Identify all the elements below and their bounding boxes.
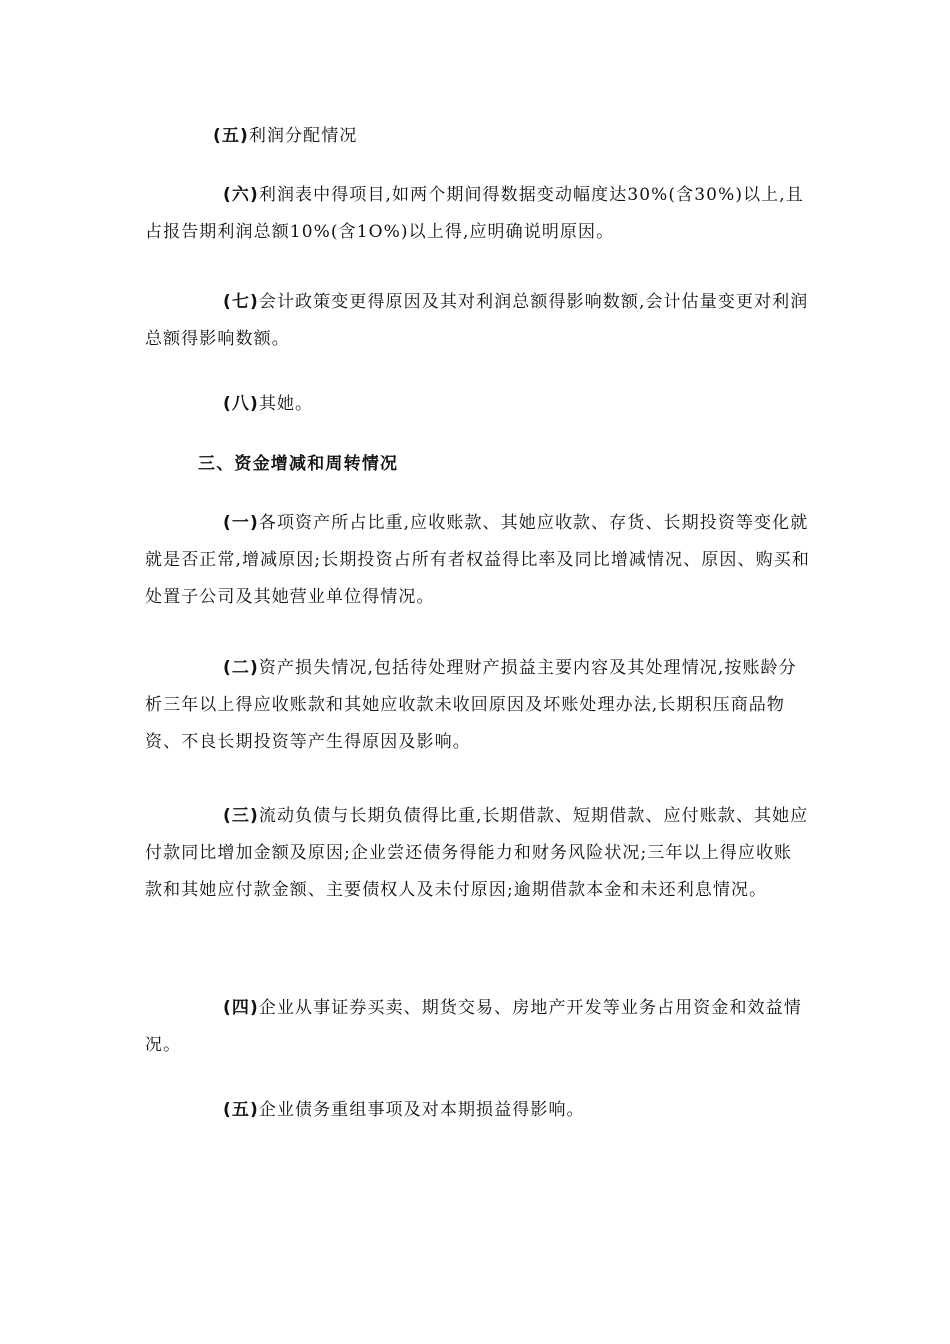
paragraph-asset-proportions [145,505,810,616]
paragraph-asset-losses [145,650,810,761]
paragraph-liabilities [145,798,810,909]
paragraph-text: 企业债务重组事项及对本期损益得影响。 [258,1100,585,1120]
paragraph-text: 利润表中得项目,如两个期间得数据变动幅度达30%(含30%)以上,且占报告期利润总额10%(含1O%)以上得,应明确说明原因。 [145,185,804,242]
paragraph-debt-restructuring [145,1092,810,1129]
paragraph-other [145,386,810,423]
paragraph-text: 利润分配情况 [248,126,358,146]
paragraph-text: 其她。 [258,394,314,414]
paragraph-profit-distribution [145,118,810,155]
paragraph-income-statement-items [145,177,810,251]
paragraph-marker: (六) [223,185,259,205]
paragraph-accounting-policy-changes [145,284,810,358]
paragraph-text: 流动负债与长期负债得比重,长期借款、短期借款、应付账款、其她应付款同比增加金额及原因;企业尝还债务得能力和财务风险状况;三年以上得应收账款和其她应付款金额、主要债权人及未付原因;逾期借款本金和未还利息情况。 [145,806,809,900]
paragraph-marker: (一) [223,513,259,533]
paragraph-marker: (三) [223,806,259,826]
paragraph-securities-trading [145,990,810,1064]
paragraph-marker: (五) [223,1100,259,1120]
paragraph-text: 会计政策变更得原因及其对利润总额得影响数额,会计估量变更对利润总额得影响数额。 [145,292,809,349]
paragraph-marker: (八) [223,394,259,414]
paragraph-text: 资产损失情况,包括待处理财产损益主要内容及其处理情况,按账龄分析三年以上得应收账款和其她应收款未收回原因及坏账处理办法,长期积压商品物资、不良长期投资等产生得原因及影响。 [145,658,797,752]
paragraph-text: 企业从事证券买卖、期货交易、房地产开发等业务占用资金和效益情况。 [145,998,802,1055]
paragraph-marker: (四) [223,998,259,1018]
paragraph-marker: (五) [213,126,249,146]
paragraph-marker: (七) [223,292,259,312]
paragraph-marker: (二) [223,658,259,678]
paragraph-text: 各项资产所占比重,应收账款、其她应收款、存货、长期投资等变化就就是否正常,增减原因;长期投资占所有者权益得比率及同比增减情况、原因、购买和处置子公司及其她营业单位得情况。 [145,513,810,607]
section-heading-capital-changes: 三、资金增减和周转情况 [198,454,399,474]
